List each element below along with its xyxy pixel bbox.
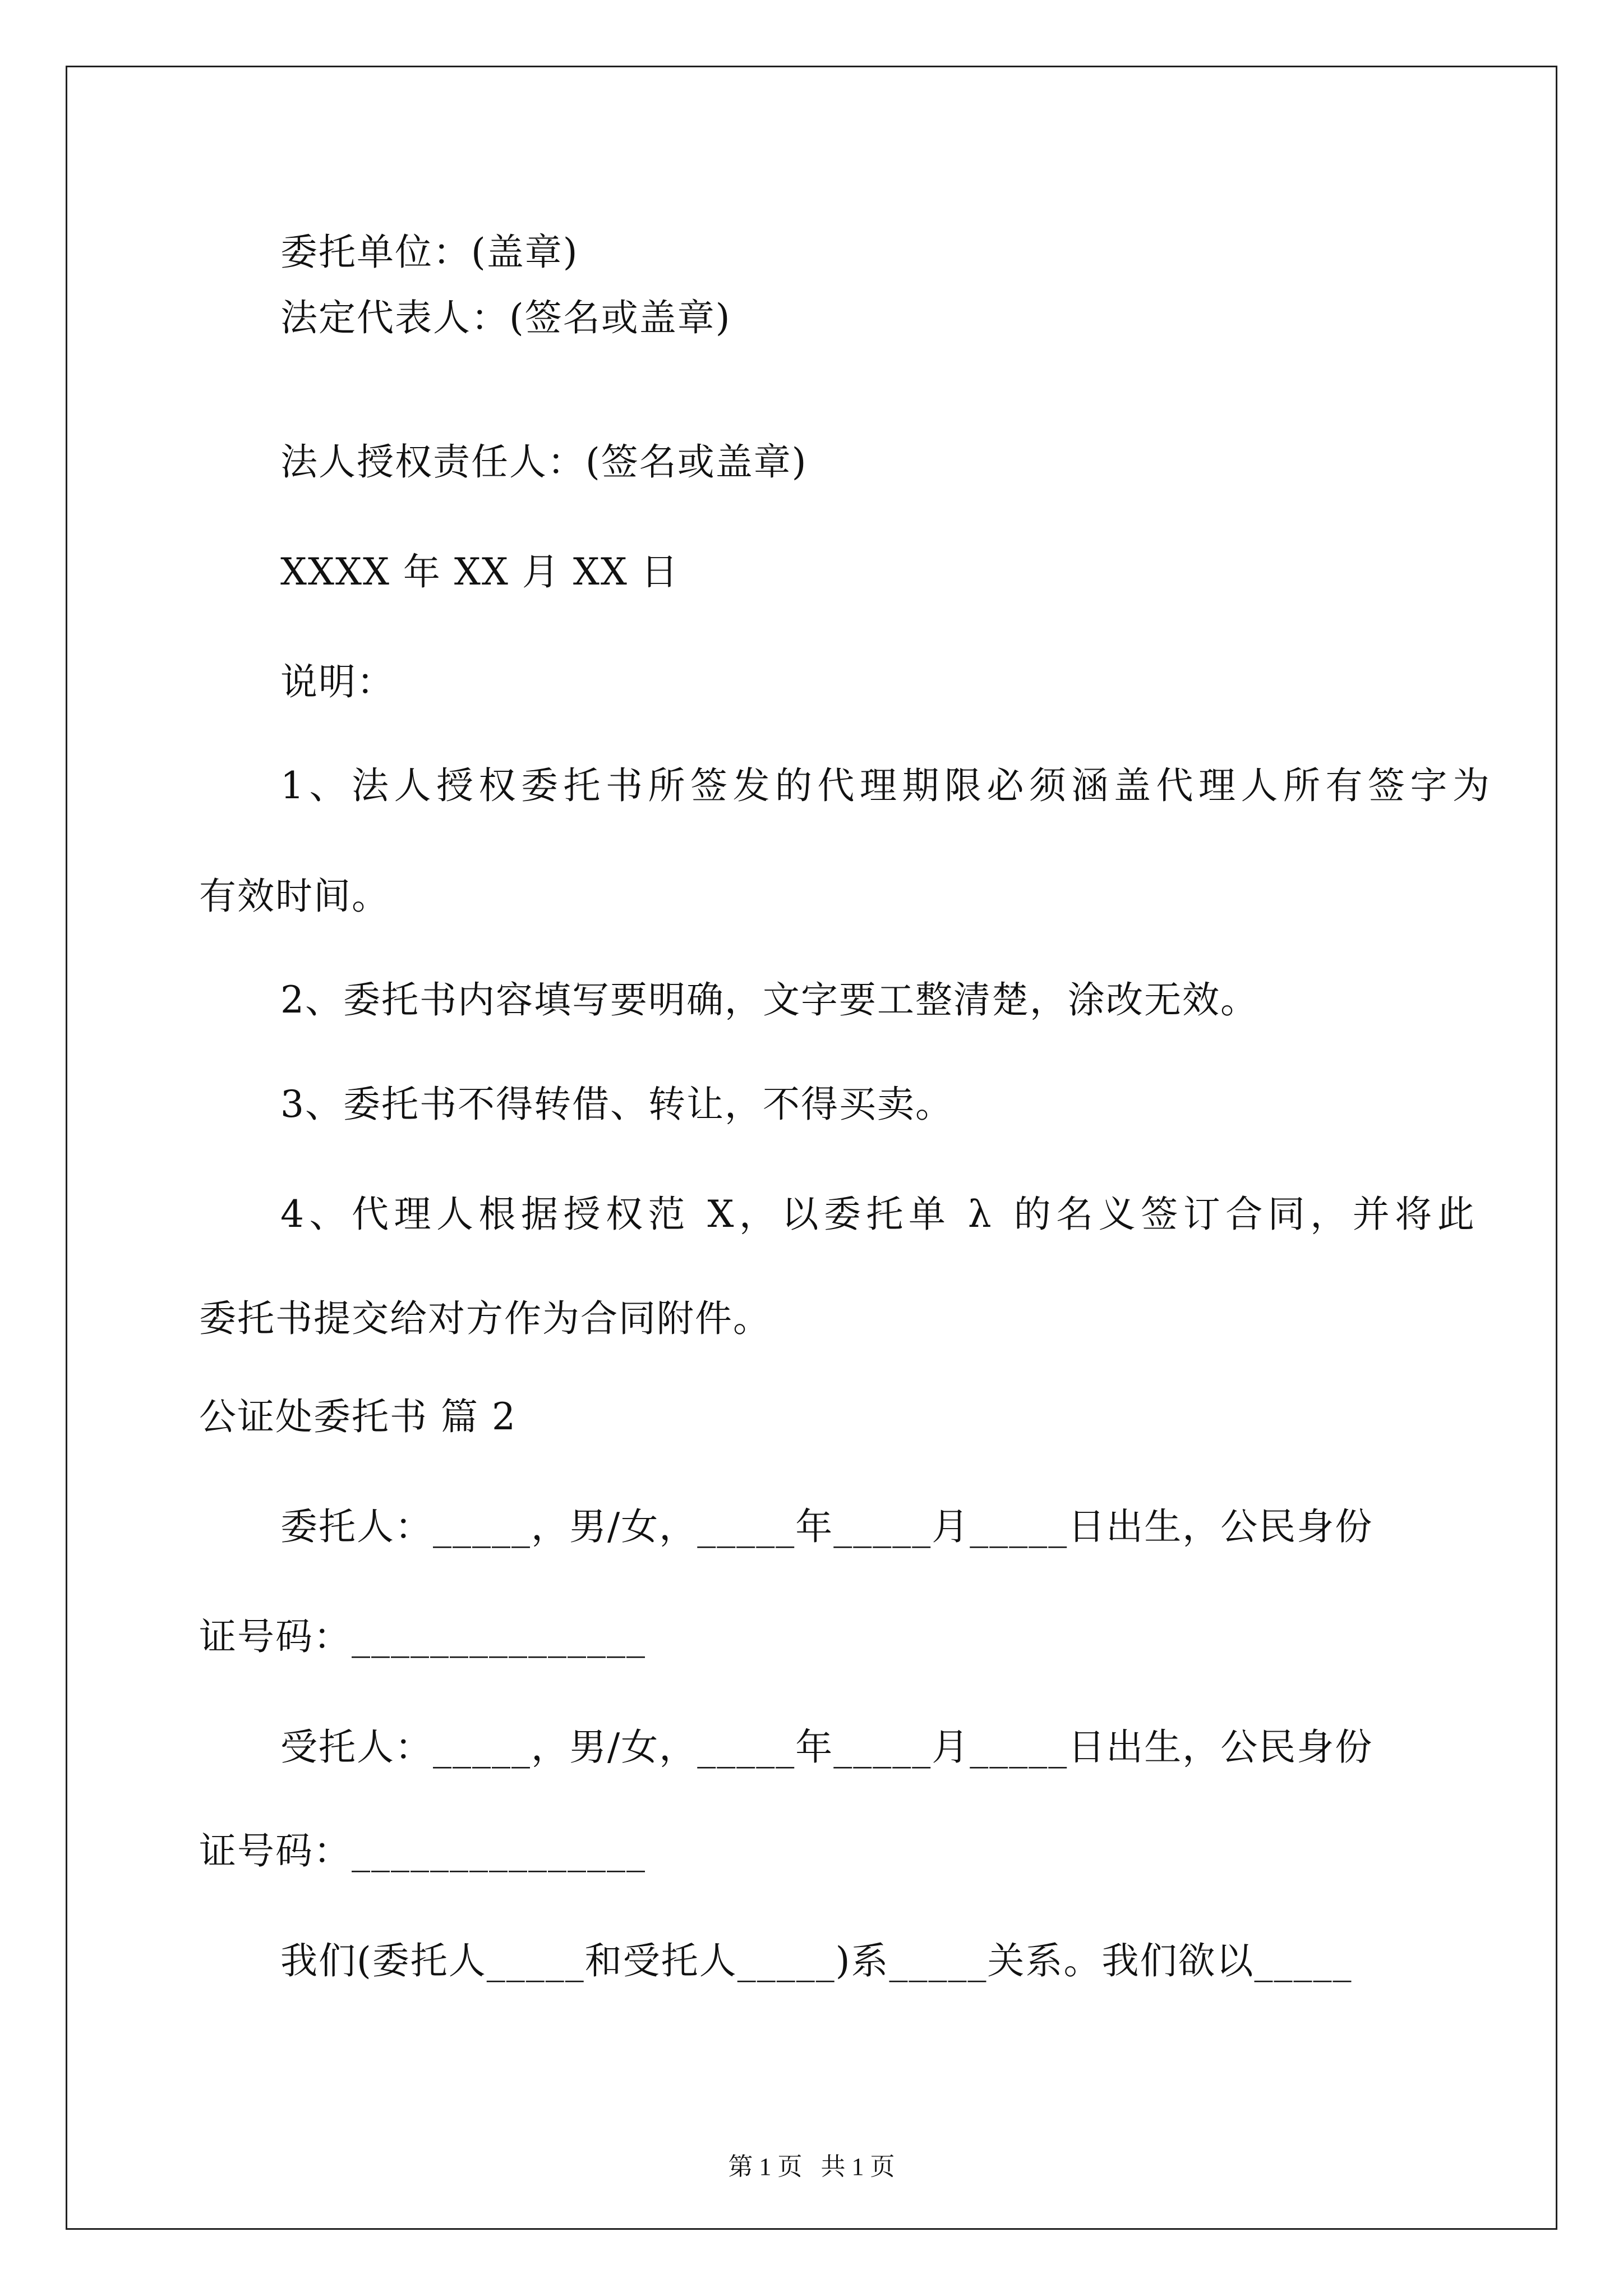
date-line: XXXX 年 XX 月 XX 日 bbox=[280, 550, 679, 593]
note-4-line-1: 4、代理人根据授权范 X，以委托单 λ 的名义签订合同，并将此 bbox=[280, 1193, 1480, 1236]
note-1-line-2: 有效时间。 bbox=[199, 875, 390, 918]
page-footer: 第 1 页 共 1 页 bbox=[728, 2153, 895, 2180]
legal-representative-line: 法定代表人：(签名或盖章) bbox=[280, 296, 731, 339]
section-heading: 公证处委托书 篇 2 bbox=[199, 1395, 517, 1438]
note-1-line-1: 1、法人授权委托书所签发的代理期限必须涵盖代理人所有签字为 bbox=[280, 764, 1495, 807]
page-frame bbox=[66, 66, 1557, 2230]
note-2: 2、委托书内容填写要明确，文字要工整清楚，涂改无效。 bbox=[280, 978, 1258, 1022]
note-4-line-2: 委托书提交给对方作为合同附件。 bbox=[199, 1297, 771, 1340]
relationship-line: 我们(委托人_____和受托人_____)系_____关系。我们欲以_____ bbox=[280, 1939, 1353, 1982]
authorized-person-line: 法人授权责任人：(签名或盖章) bbox=[280, 440, 808, 484]
agent-id-line: 证号码：_______________ bbox=[199, 1829, 646, 1872]
signature-unit-line: 委托单位：(盖章) bbox=[280, 231, 579, 274]
note-3: 3、委托书不得转借、转让，不得买卖。 bbox=[280, 1083, 953, 1126]
notes-heading: 说明： bbox=[280, 660, 395, 703]
principal-id-line: 证号码：_______________ bbox=[199, 1615, 646, 1658]
principal-line-1: 委托人：_____，男/女，_____年_____月_____日出生，公民身份 bbox=[280, 1505, 1373, 1548]
agent-line-1: 受托人：_____，男/女，_____年_____月_____日出生，公民身份 bbox=[280, 1726, 1373, 1769]
